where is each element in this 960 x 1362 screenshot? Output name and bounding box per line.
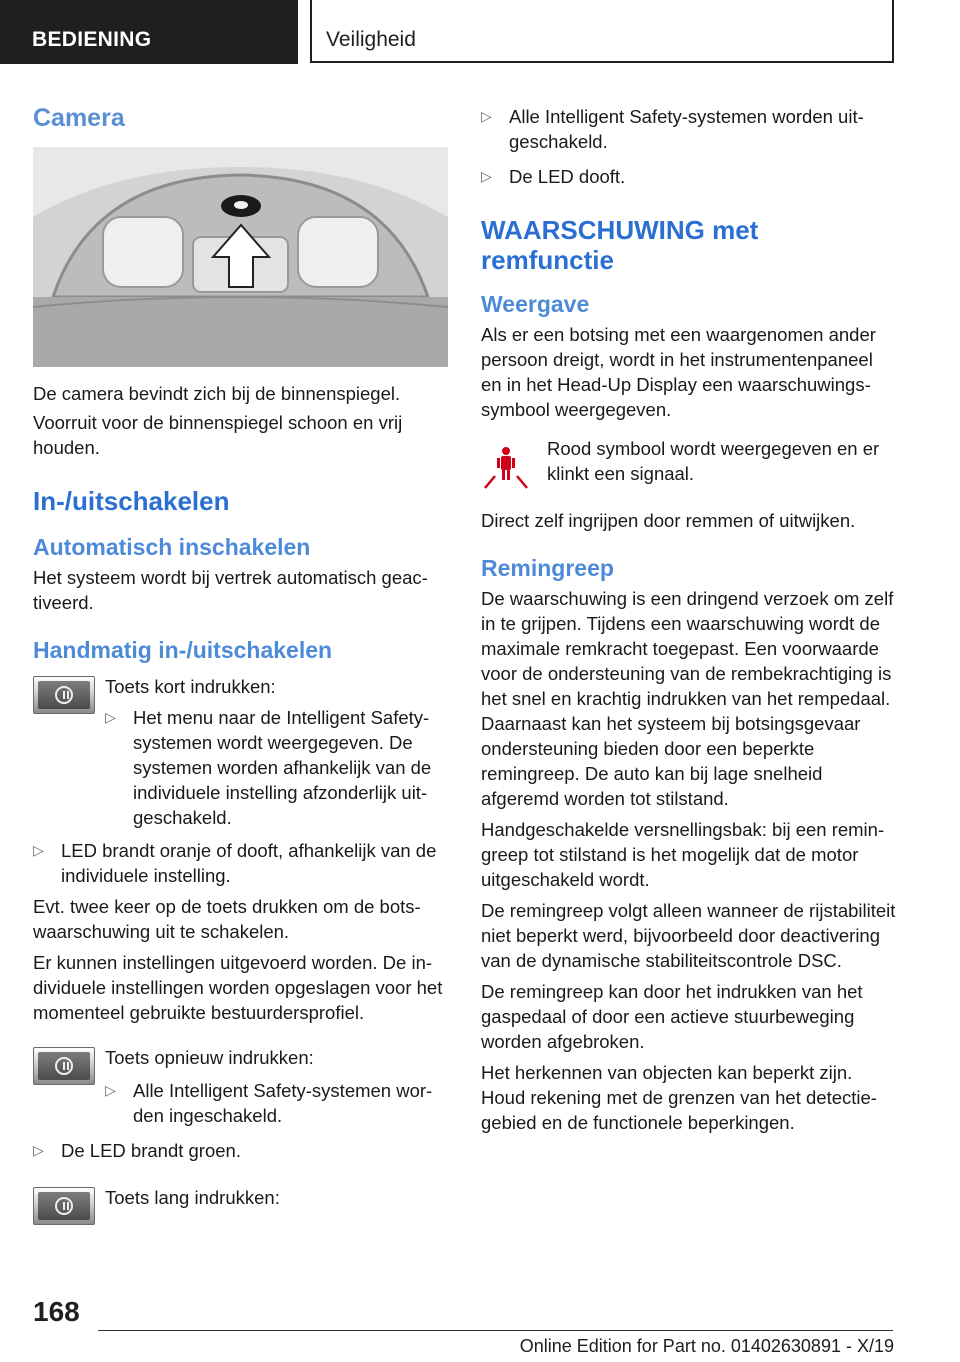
brake-text-1: De waarschuwing is een dringend verzoek om zelf in te grijpen. Tijdens een waarschuwing wordt de maximale remkracht toegepast. Een voorwaarde voor de ondersteuning van de rembekrachtiging is het snel en krachtig indrukken van het rempedaal. Daarnaast kan het systeem bij botsingsgevaar ondersteuning bieden door een beperkte remingreep. De auto kan bij lage snelheid afgeremd worden tot stilstand. xyxy=(481,588,894,809)
camera-location-text: De camera bevindt zich bij de binnenspiegel. xyxy=(33,383,401,404)
auto-on-text: Het systeem wordt bij vertrek automatisch geactiveerd. xyxy=(33,567,428,613)
auto-on-heading: Automatisch inschakelen xyxy=(33,534,311,560)
header-section-tab xyxy=(0,0,298,64)
red-symbol-row xyxy=(481,436,896,492)
press-long-row xyxy=(33,1185,448,1229)
rear-window-illustration-icon xyxy=(33,147,448,367)
list-item xyxy=(105,1078,448,1128)
press-short-text: Toets kort indrukken: xyxy=(105,676,276,697)
brake-intervention-heading: Remingreep xyxy=(481,555,614,581)
pedestrian-warning-icon xyxy=(481,442,531,492)
safety-button-icon[interactable] xyxy=(33,1187,95,1225)
camera-location-photo xyxy=(33,147,448,367)
bullet-text: Het menu naar de Intelligent Safety-systemen wordt weergegeven. De systemen worden afhankelijk van de individuele instelling afzonderlijk uitgeschakeld. xyxy=(133,707,432,828)
header-section-label: BEDIENING xyxy=(32,28,152,51)
brake-text-5: Het herkennen van objecten kan beperkt zijn. Houd rekening met de grenzen van het detectiegebied en de functionele beperkingen. xyxy=(481,1062,877,1133)
list-item xyxy=(33,1138,448,1163)
bullet-text: De LED brandt groen. xyxy=(61,1140,241,1161)
settings-text: Er kunnen instellingen uitgevoerd worden. De individuele instellingen worden opgeslagen voor het momenteel gebruikte bestuurdersprofiel. xyxy=(33,952,443,1023)
list-item xyxy=(105,705,448,830)
list-item xyxy=(33,838,448,888)
footer-divider xyxy=(98,1330,893,1331)
brake-text-4: De remingreep kan door het indrukken van het gaspedaal of door een actieve stuurbeweging worden afgebroken. xyxy=(481,981,863,1052)
manual-onoff-heading: Handmatig in-/uitschakelen xyxy=(33,637,333,663)
list-item xyxy=(481,104,896,154)
display-text: Als er een botsing met een waargenomen ander persoon dreigt, wordt in het instrumentenpaneel en in het Head-Up Display een waarschuwingssymbool weergegeven. xyxy=(481,324,876,420)
triangle-bullet-icon: ▷ xyxy=(105,1082,116,1098)
page-number: 168 xyxy=(33,1296,80,1327)
press-twice-text: Evt. twee keer op de toets drukken om de botswaarschuwing uit te schakelen. xyxy=(33,896,421,942)
bullet-text: Alle Intelligent Safety-systemen worden uitgeschakeld. xyxy=(509,106,864,152)
press-again-text: Toets opnieuw indrukken: xyxy=(105,1047,314,1068)
list-item xyxy=(481,164,896,189)
header-chapter-label: Veiligheid xyxy=(326,28,416,51)
display-heading: Weergave xyxy=(481,291,590,317)
red-symbol-text: Rood symbool wordt weergegeven en er klinkt een signaal. xyxy=(547,438,880,484)
header-chapter-tab xyxy=(310,0,894,63)
right-column xyxy=(481,104,896,1135)
footer-edition: Online Edition for Part no. 01402630891 - X/19 xyxy=(519,1336,894,1356)
bullet-text: Alle Intelligent Safety-systemen worden ingeschakeld. xyxy=(133,1080,433,1126)
press-again-row xyxy=(33,1045,448,1128)
bullet-text: De LED dooft. xyxy=(509,166,626,187)
safety-button-icon[interactable] xyxy=(33,676,95,714)
onoff-heading: In-/uitschakelen xyxy=(33,486,230,516)
triangle-bullet-icon: ▷ xyxy=(481,168,492,184)
act-text: Direct zelf ingrijpen door remmen of uitwijken. xyxy=(481,510,856,531)
press-short-row xyxy=(33,674,448,830)
camera-heading: Camera xyxy=(33,104,125,132)
camera-clean-text: Voorruit voor de binnenspiegel schoon en vrij houden. xyxy=(33,412,403,458)
bullet-text: LED brandt oranje of dooft, afhankelijk van de individuele instelling. xyxy=(61,840,437,886)
warning-heading: WAARSCHUWING met remfunctie xyxy=(481,215,759,275)
left-column xyxy=(33,96,448,1229)
triangle-bullet-icon: ▷ xyxy=(33,842,44,858)
press-long-text: Toets lang indrukken: xyxy=(105,1187,280,1208)
brake-text-2: Handgeschakelde versnellingsbak: bij een remingreep tot stilstand is het mogelijk dat de motor uitgeschakeld wordt. xyxy=(481,819,885,890)
safety-button-icon[interactable] xyxy=(33,1047,95,1085)
brake-text-3: De remingreep volgt alleen wanneer de rijstabiliteit niet beperkt werd, bijvoorbeeld door deactivering van de dynamische stabiliteitscontrole DSC. xyxy=(481,900,896,971)
triangle-bullet-icon: ▷ xyxy=(105,709,116,725)
triangle-bullet-icon: ▷ xyxy=(33,1142,44,1158)
triangle-bullet-icon: ▷ xyxy=(481,108,492,124)
